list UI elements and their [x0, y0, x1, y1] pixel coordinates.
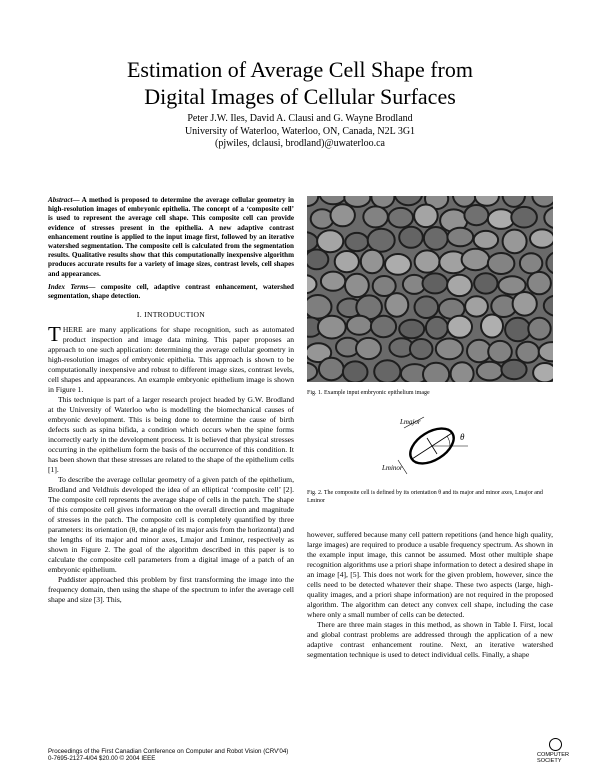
epithelium-cell — [451, 362, 474, 382]
epithelium-cell — [371, 316, 396, 337]
abstract-text: — A method is proposed to determine the average cellular geometry in high-resolution images of embryonic epithelia. The concept of a ‘composite cell’ is used to represent the average cell shape. This composite cell can provide evidence of stresses present in the epithelia. A new adaptive contrast enhancement routine is applied to the input image first, followed by an iterative watershed segmentation. The composite cell is calculated from the segmentation results. Qualitative results show that this computationally inexpensive algorithm produces accurate results for a variety of image sizes, contrast levels, cell shapes and appearances. — [48, 196, 294, 278]
section-heading-introduction: I. INTRODUCTION — [136, 310, 206, 320]
index-terms-label: Index Terms — [48, 282, 89, 291]
figure-1-caption: Fig. 1. Example input embryonic epithelium image — [307, 390, 430, 396]
epithelium-cell — [503, 230, 527, 254]
epithelium-cell — [465, 296, 488, 316]
epithelium-cell — [415, 250, 440, 272]
epithelium-cell — [307, 295, 332, 319]
epithelium-cell — [320, 196, 347, 204]
epithelium-cell — [423, 273, 448, 293]
epithelium-cell — [462, 249, 490, 270]
intro-paragraph-3: To describe the average cellular geometry of a given patch of the epithelium, Brodland and Veldhuis developed the idea of an elliptical ‘composite cell’ [2]. The composite cell represents the average shape of cells in the patch. The shape of this composite cell gives information on the overall direction and magnitude of stresses in the patch. The composite cell is completely quantified by three parameters: its orientation (θ, the angle of its major axis from the horizontal) and the lengths of its major and minor axes, Lmajor and Lminor, respectively as shown in Figure 2. The goal of the algorithm described in this paper is to calculate the composite cell parameters from a digital image of a patch of an embryonic epithelium. — [48, 475, 294, 575]
epithelium-cell — [343, 361, 368, 382]
epithelium-cell — [399, 320, 424, 339]
intro-paragraph-4: Puddister approached this problem by first transforming the image into the frequency domain, then using the shape of the spectrum to infer the average cell shape and size [3]. This, — [48, 575, 294, 605]
epithelium-cell — [363, 206, 388, 227]
title-line-2: Digital Images of Cellular Surfaces — [144, 84, 456, 109]
ieee-logo-icon — [549, 738, 562, 751]
epithelium-cell — [345, 274, 369, 297]
right-paragraph-2: There are three main stages in this method, as shown in Table I. First, local and global contrast problems are addressed through the application of a new adaptive contrast enhancement routine. Next, an iterative watershed segmentation technique is used to detect individual cells. Finally, a shape — [307, 620, 553, 659]
epithelium-cell — [488, 209, 514, 229]
footer-isbn: 0-7695-2127-4/04 $20.00 © 2004 IEEE — [48, 755, 156, 763]
epithelium-cell — [331, 204, 355, 226]
epithelium-cell — [447, 275, 472, 296]
epithelium-cell — [307, 250, 328, 270]
epithelium-cell — [395, 196, 423, 205]
epithelium-cell — [317, 230, 343, 252]
epithelium-cell — [520, 253, 542, 273]
epithelium-cell — [361, 250, 384, 273]
epithelium-cell — [385, 293, 408, 317]
paper-title — [60, 56, 540, 110]
index-terms-text: — composite cell, adaptive contrast enhancement, watershed segmentation, shape detection. — [48, 282, 294, 301]
abstract-label: Abstract — [48, 196, 73, 204]
epithelium-cell — [368, 229, 395, 252]
label-l-major: Lmajor — [400, 418, 421, 426]
epithelium-cell — [447, 316, 472, 338]
computer-society-logo — [537, 738, 573, 770]
epithelium-cell — [307, 363, 317, 381]
epithelium-cell — [356, 338, 381, 359]
footer-conference: Proceedings of the First Canadian Conference on Computer and Robot Vision (CRV'04) — [48, 748, 289, 755]
epithelium-cell — [474, 273, 497, 293]
epithelium-cell — [477, 362, 503, 381]
epithelium-cell — [385, 254, 411, 275]
epithelium-cell — [399, 227, 423, 248]
epithelium-cell — [513, 292, 537, 316]
epithelium-cell — [505, 318, 530, 341]
epithelium-cell — [546, 252, 553, 274]
label-l-minor: Lminor — [382, 464, 403, 472]
epithelium-cell — [423, 363, 449, 382]
epithelium-cell — [335, 251, 359, 272]
label-theta: θ — [460, 432, 465, 442]
epithelium-cell — [436, 339, 463, 360]
author-block — [60, 113, 540, 151]
theta-arc — [447, 436, 450, 446]
epithelium-cell — [511, 207, 537, 228]
index-terms — [48, 283, 294, 301]
epithelium-cell — [374, 360, 400, 382]
epithelium-cell — [488, 341, 512, 363]
epithelium-cell — [424, 227, 448, 250]
epithelium-cell — [307, 275, 317, 293]
figure-2-caption: Fig. 2. The composite cell is defined by its orientation θ and its major and minor axes, Lmajor and Lminor — [307, 490, 543, 504]
epithelium-cell — [307, 196, 318, 206]
epithelium-cell — [530, 229, 553, 247]
epithelium-cell — [539, 342, 553, 361]
epithelium-cells-graphic — [307, 196, 553, 382]
abstract — [48, 196, 294, 279]
epithelium-cell — [426, 317, 448, 339]
intro-paragraph-2: This technique is part of a larger research project headed by G.W. Brodland at the University of Waterloo who is modelling the biomechanical causes of embryonic development. This is being done to determine the cause of birth defects such as spina bifida, a condition which occurs when the spine forms incorrectly early in the development process. It is believed that physical stresses occurring in the epithelium form the basis of the occurrence of this condition. It has been shown that these stresses are related to the shape of the epithelium cells [1]. — [48, 395, 294, 475]
epithelium-cell — [321, 272, 345, 291]
author-affiliation: University of Waterloo, Waterloo, ON, Canada, N2L 3G1 — [184, 125, 416, 137]
epithelium-cell — [503, 196, 525, 207]
epithelium-cell — [345, 233, 368, 251]
epithelium-cell — [481, 315, 503, 338]
left-column — [48, 196, 294, 605]
epithelium-cell — [528, 318, 550, 340]
epithelium-cell — [532, 196, 553, 207]
epithelium-cell — [415, 296, 439, 318]
intro-paragraph-1: THERE are many applications for shape recognition, such as automated product inspection and image data mining. This paper proposes an approach to one such application: determining the average cellular geometry in high-resolution images of embryonic epithelia. This approach is shown to be computationally inexpensive and robust to different image sizes, contrast levels, cell shapes and appearances. An example embryonic epithelium image is shown in Figure 1. — [48, 322, 294, 395]
epithelium-cell — [533, 363, 553, 382]
logo-line-1: COMPUTER — [537, 752, 570, 758]
epithelium-image — [307, 196, 553, 382]
epithelium-cell — [347, 316, 372, 335]
proceedings-footer — [48, 748, 288, 762]
epithelium-cell — [388, 208, 413, 228]
epithelium-cell — [501, 360, 526, 379]
author-names: Peter J.W. Iles, David A. Clausi and G. Wayne Brodland — [187, 113, 413, 124]
epithelium-cell — [319, 358, 344, 380]
epithelium-cell — [544, 207, 553, 229]
epithelium-cell — [318, 316, 346, 339]
composite-cell-diagram — [380, 412, 480, 476]
title-line-1: Estimation of Average Cell Shape from — [126, 57, 473, 82]
logo-line-2: SOCIETY — [537, 758, 562, 764]
epithelium-cell — [464, 205, 488, 225]
epithelium-cell — [528, 272, 551, 294]
epithelium-cell — [516, 342, 539, 363]
epithelium-cell — [488, 253, 515, 274]
epithelium-cell — [447, 228, 473, 247]
epithelium-cell — [474, 231, 498, 249]
right-paragraph-1: however, suffered because many cell pattern repetitions (and hence high quality, large images) are required to produce a usable frequency spectrum. As shown in the example input image, this cannot be assumed. Most other multiple shape recognition algorithms use a priori shape information to detect a desired shape in an image [4], [5]. This does not work for the given problem, however, since the cells need to be detected whatever their shape. These two aspects (large, high-quality images, and a priori shape information) are not required in the proposed algorithm. The algorithm can detect any convex cell shape, including the case where only a small number of cells can be detected. — [307, 530, 553, 619]
epithelium-cell — [410, 339, 433, 359]
right-column — [307, 530, 553, 660]
epithelium-cell — [544, 295, 553, 316]
author-emails: (pjwiles, dclausi, brodland)@uwaterloo.ca — [215, 138, 385, 149]
epithelium-cell — [414, 205, 438, 228]
